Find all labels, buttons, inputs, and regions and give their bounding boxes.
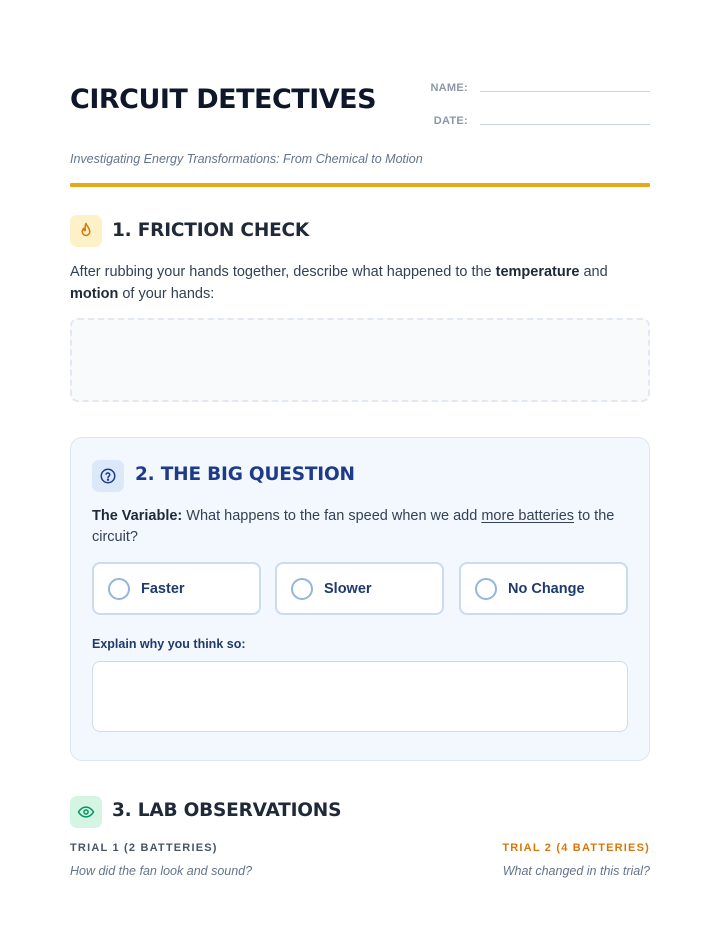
section-3-title: 3. LAB OBSERVATIONS bbox=[112, 800, 342, 821]
choice-label: No Change bbox=[508, 580, 585, 597]
trial-2-question: What changed in this trial? bbox=[502, 864, 650, 878]
question-icon bbox=[92, 460, 124, 492]
choice-label: Slower bbox=[324, 580, 372, 597]
worksheet-subtitle: Investigating Energy Transformations: From Chemical to Motion bbox=[70, 152, 423, 166]
choice-slower[interactable] bbox=[275, 562, 444, 615]
name-field[interactable] bbox=[480, 91, 650, 92]
choice-faster[interactable] bbox=[92, 562, 261, 615]
friction-answer-box[interactable] bbox=[70, 318, 650, 402]
friction-prompt: After rubbing your hands together, describe what happened to the temperature and motion of your hands: bbox=[70, 264, 608, 302]
choice-no-change[interactable] bbox=[459, 562, 628, 615]
radio-faster[interactable] bbox=[108, 578, 130, 600]
worksheet-title: CIRCUIT DETECTIVES bbox=[70, 84, 377, 115]
section-2-title: 2. THE BIG QUESTION bbox=[135, 464, 355, 485]
big-question-text: The Variable: What happens to the fan speed when we add more batteries to the circuit? bbox=[92, 508, 615, 545]
flame-icon bbox=[70, 215, 102, 247]
date-field[interactable] bbox=[480, 124, 650, 125]
date-label: DATE: bbox=[433, 115, 468, 127]
explain-answer-box[interactable] bbox=[92, 661, 628, 732]
header-divider bbox=[70, 183, 650, 187]
section-1-title: 1. FRICTION CHECK bbox=[112, 220, 310, 241]
eye-icon bbox=[70, 796, 102, 828]
trial-2-title: TRIAL 2 (4 BATTERIES) bbox=[502, 842, 650, 854]
trial-1-question: How did the fan look and sound? bbox=[70, 864, 253, 878]
name-label: NAME: bbox=[430, 82, 468, 94]
radio-slower[interactable] bbox=[291, 578, 313, 600]
explain-label: Explain why you think so: bbox=[92, 637, 246, 651]
trial-1-title: TRIAL 1 (2 BATTERIES) bbox=[70, 842, 218, 854]
radio-no-change[interactable] bbox=[475, 578, 497, 600]
choice-label: Faster bbox=[141, 580, 185, 597]
